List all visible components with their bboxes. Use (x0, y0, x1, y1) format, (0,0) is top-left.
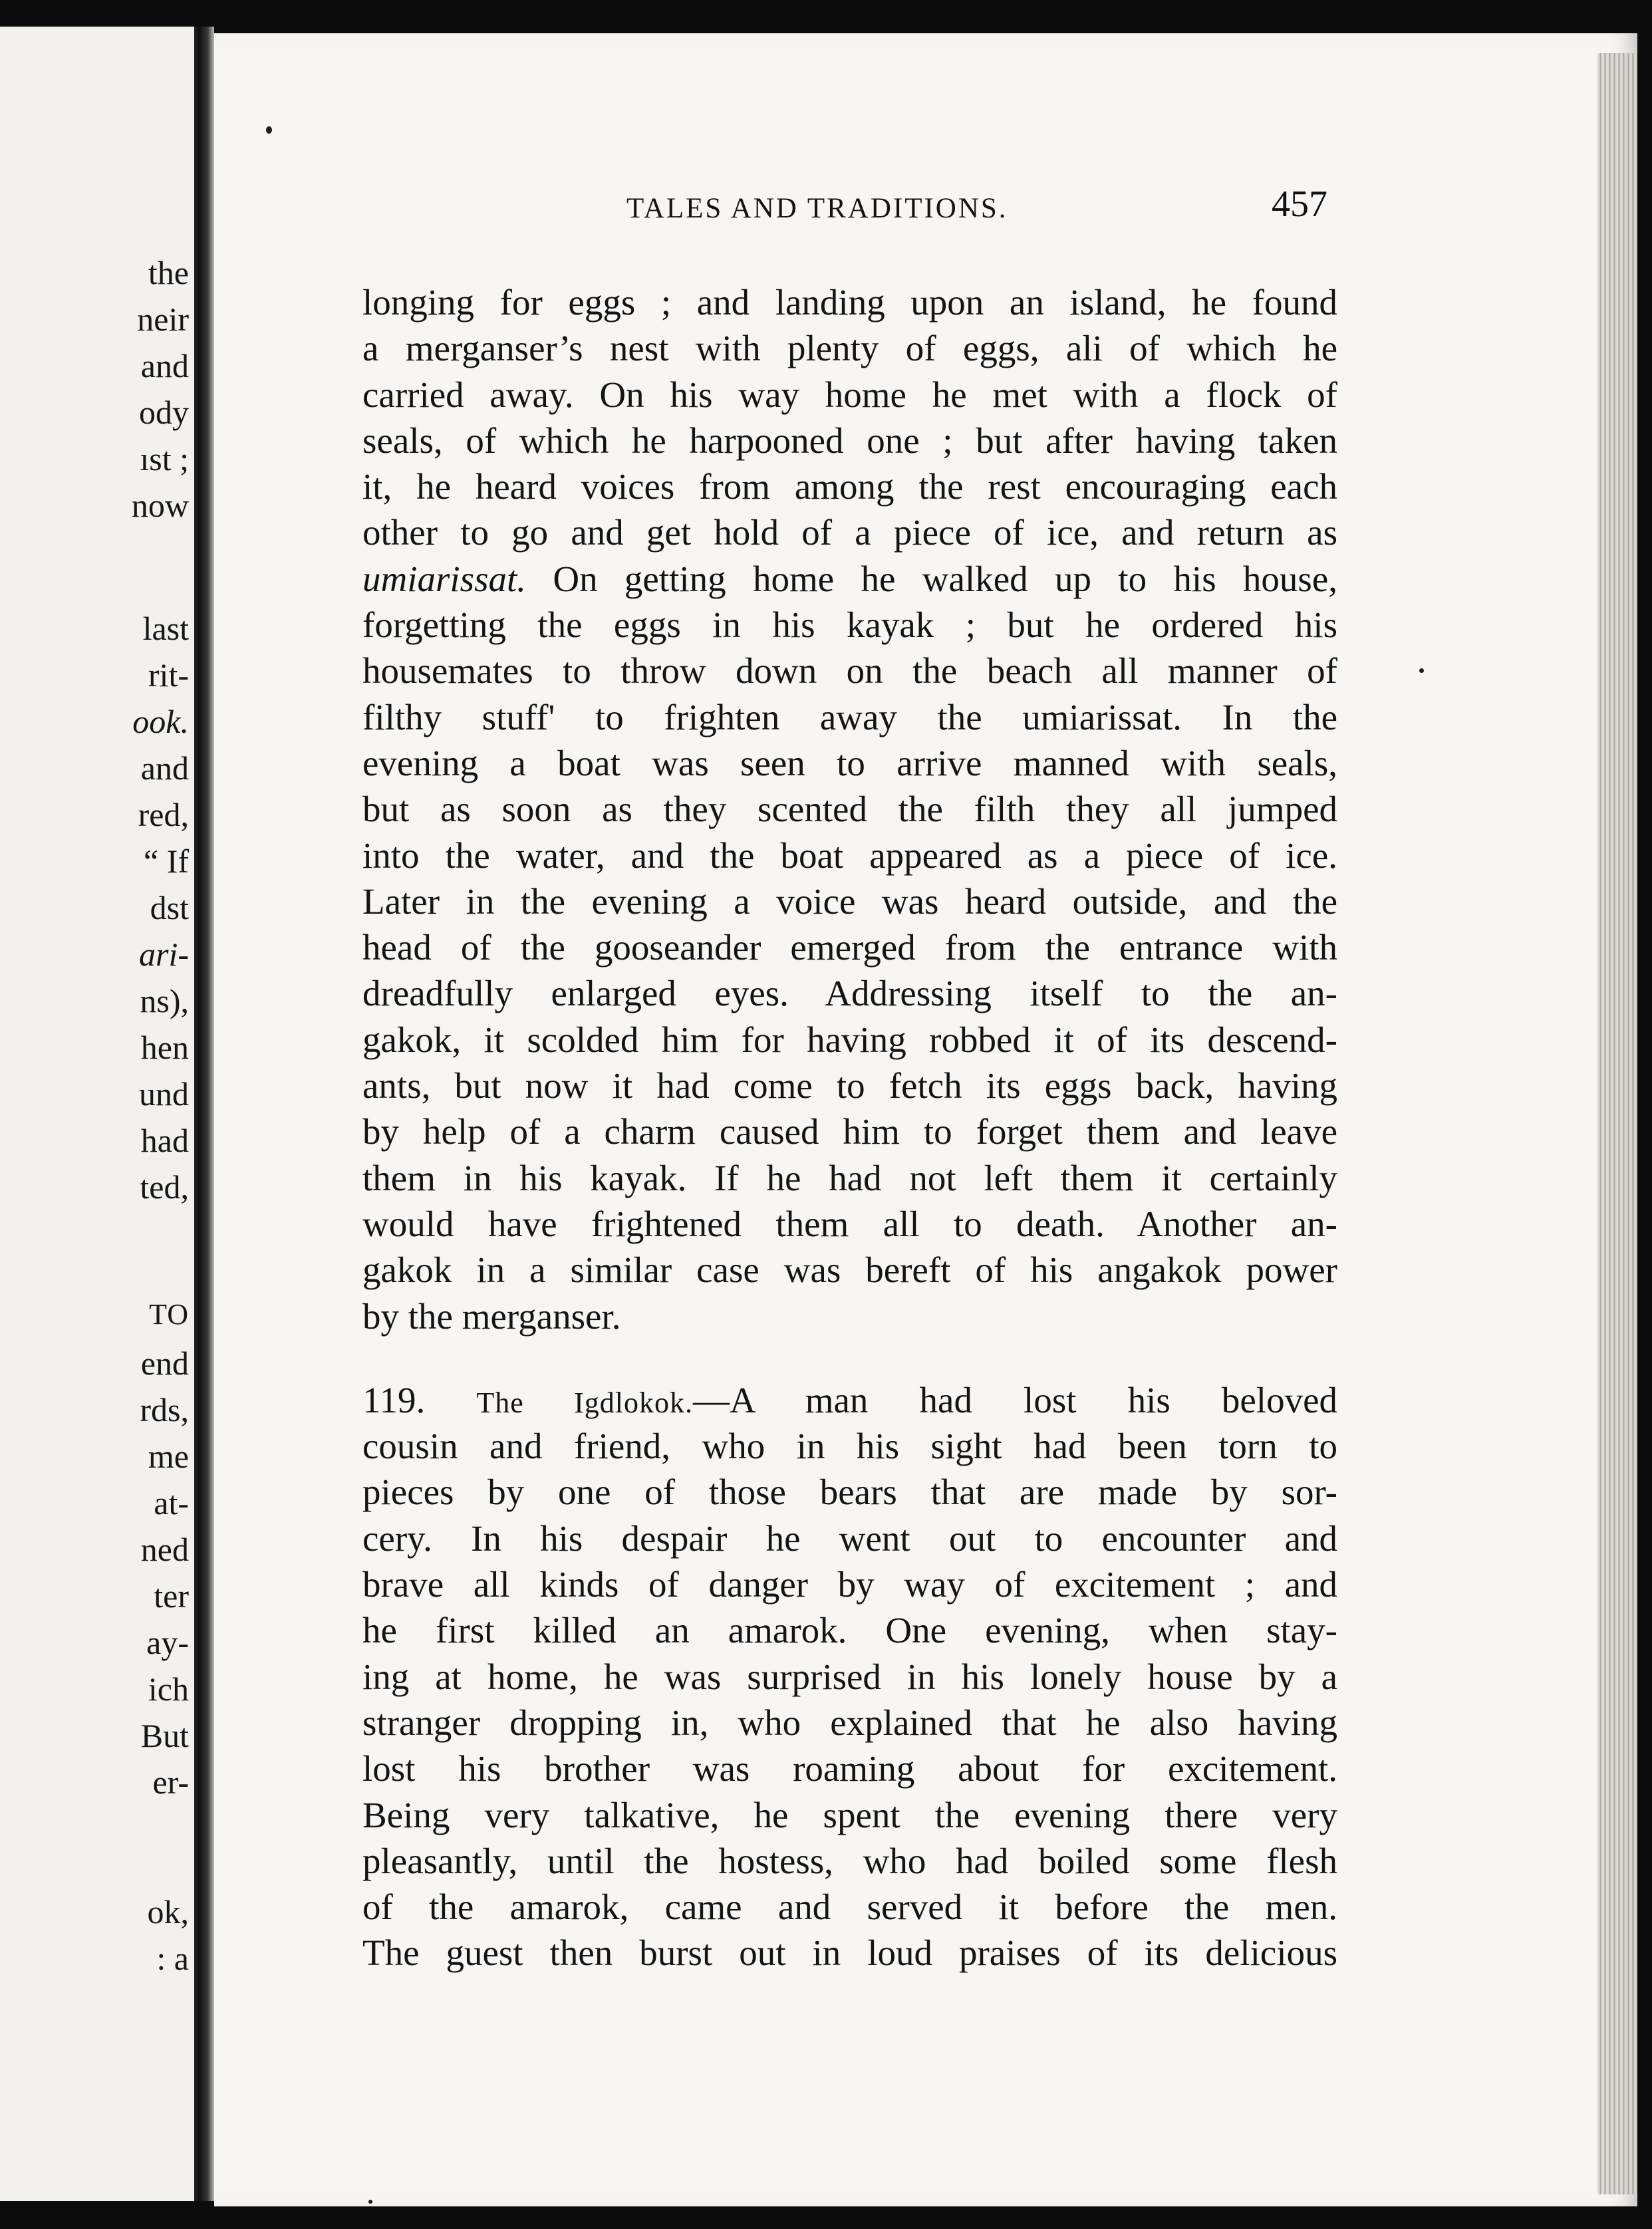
paragraph-merganser (362, 279, 1337, 1339)
left-fragment: last (142, 610, 189, 647)
text-line: pieces by one of those bears that are made by sor- (362, 1472, 1337, 1513)
left-fragment: But (140, 1717, 189, 1754)
page-edge-stack (1597, 53, 1637, 2194)
left-fragment: ich (148, 1670, 189, 1708)
text-line: by the merganser. (362, 1295, 621, 1337)
text-line: them in his kayak. If he had not left them it certainly (362, 1157, 1337, 1198)
text-line: ants, but now it had come to fetch its eggs back, having (362, 1065, 1337, 1107)
text-line: housemates to throw down on the beach all manner of (362, 650, 1337, 692)
text-line: seals, of which he harpooned one ; but after having taken (362, 420, 1337, 461)
text-line (362, 556, 1337, 602)
left-fragment: dst (150, 889, 189, 926)
page-number: 457 (1272, 184, 1327, 225)
text-line: but as soon as they scented the filth they all jumped (362, 789, 1337, 830)
left-fragment: neir (137, 301, 189, 338)
left-fragment: TO (149, 1298, 189, 1331)
left-page-fragment (0, 27, 198, 2201)
left-fragment: rds, (140, 1391, 189, 1428)
text-line: other to go and get hold of a piece of ice, and return as (362, 512, 1337, 553)
left-page-text-fragments (0, 27, 194, 2201)
text-line: forgetting the eggs in his kayak ; but he ordered his (362, 604, 1337, 646)
text-run: On getting home he walked up to his house, (526, 558, 1337, 599)
left-fragment: ted, (140, 1168, 189, 1206)
left-fragment: ter (154, 1577, 189, 1615)
text-line: brave all kinds of danger by way of excitement ; and (362, 1564, 1337, 1605)
text-line: carried away. On his way home he met with a flock of (362, 374, 1337, 415)
text-line: he first killed an amarok. One evening, when stay- (362, 1610, 1337, 1651)
left-fragment: er- (152, 1764, 189, 1801)
text-line: into the water, and the boat appeared as a piece of ice. (362, 835, 1337, 876)
left-fragment: and (140, 749, 189, 787)
section-heading: The Igdlokok. (476, 1386, 693, 1419)
running-head-title: TALES AND TRADITIONS. (626, 193, 1008, 224)
ink-speck (368, 2200, 372, 2204)
left-fragment: ned (140, 1531, 189, 1568)
text-line: it, he heard voices from among the rest encouraging each (362, 466, 1337, 507)
text-line: gakok in a similar case was bereft of his angakok power (362, 1249, 1337, 1291)
text-line: a merganser’s nest with plenty of eggs, ali of which he (362, 328, 1337, 369)
left-fragment: the (148, 254, 189, 291)
left-fragment: rit- (148, 656, 189, 694)
left-fragment: ay- (146, 1624, 189, 1661)
book-page (214, 33, 1637, 2206)
text-line: by help of a charm caused him to forget them and leave (362, 1111, 1337, 1152)
text-run: —A man had lost his beloved (692, 1379, 1337, 1420)
text-line: would have frightened them all to death. Another an- (362, 1203, 1337, 1244)
text-line: cery. In his despair he went out to encounter and (362, 1517, 1337, 1559)
text-line: filthy stuff' to frighten away the umiarissat. In the (362, 696, 1337, 737)
left-fragment: now (131, 487, 189, 524)
text-line: longing for eggs ; and landing upon an island, he found (362, 282, 1337, 323)
text-line: of the amarok, came and served it before the men. (362, 1887, 1337, 1928)
left-fragment: hen (140, 1029, 189, 1066)
left-fragment: ody (139, 394, 189, 431)
left-fragment: and (140, 347, 189, 384)
text-line: head of the gooseander emerged from the entrance with (362, 927, 1337, 968)
text-line: ing at home, he was surprised in his lonely house by a (362, 1656, 1337, 1697)
text-line: Being very talkative, he spent the evening there very (362, 1794, 1337, 1835)
paragraph-gap (362, 1339, 1337, 1377)
left-fragment: me (148, 1438, 189, 1475)
left-fragment: ns), (140, 982, 189, 1019)
left-fragment: “ If (144, 843, 189, 880)
left-fragment: at- (154, 1484, 189, 1521)
body-text (362, 279, 1337, 1976)
text-line: Later in the evening a voice was heard outside, and the (362, 880, 1337, 922)
left-fragment: ıst ; (140, 440, 189, 477)
ink-speck (266, 126, 272, 134)
text-line: gakok, it scolded him for having robbed it of its descend- (362, 1019, 1337, 1060)
left-fragment: ok, (147, 1893, 189, 1930)
paragraph-igdlokok (362, 1377, 1337, 1976)
section-number: 119. (362, 1379, 477, 1420)
book-gutter (198, 27, 214, 2201)
text-line (362, 1377, 1337, 1423)
text-line: The guest then burst out in loud praises of its delicious (362, 1932, 1337, 1974)
text-line: stranger dropping in, who explained that he also having (362, 1702, 1337, 1743)
left-fragment: : a (156, 1940, 189, 1977)
text-line: cousin and friend, who in his sight had been torn to (362, 1426, 1337, 1467)
text-line: lost his brother was roaming about for excitement. (362, 1748, 1337, 1789)
left-fragment: end (140, 1345, 189, 1382)
left-fragment: had (140, 1122, 189, 1159)
text-line: evening a boat was seen to arrive manned with seals, (362, 742, 1337, 783)
left-fragment: und (139, 1075, 189, 1113)
italic-term: umiarissat. (362, 558, 527, 599)
running-head (214, 183, 1637, 236)
left-fragment: red, (138, 796, 189, 833)
text-line: dreadfully enlarged eyes. Addressing itself to the an- (362, 973, 1337, 1014)
left-fragment: ari- (139, 936, 189, 973)
left-fragment: ook. (132, 703, 189, 740)
text-line: pleasantly, until the hostess, who had boiled some flesh (362, 1840, 1337, 1881)
ink-speck (1419, 668, 1424, 673)
